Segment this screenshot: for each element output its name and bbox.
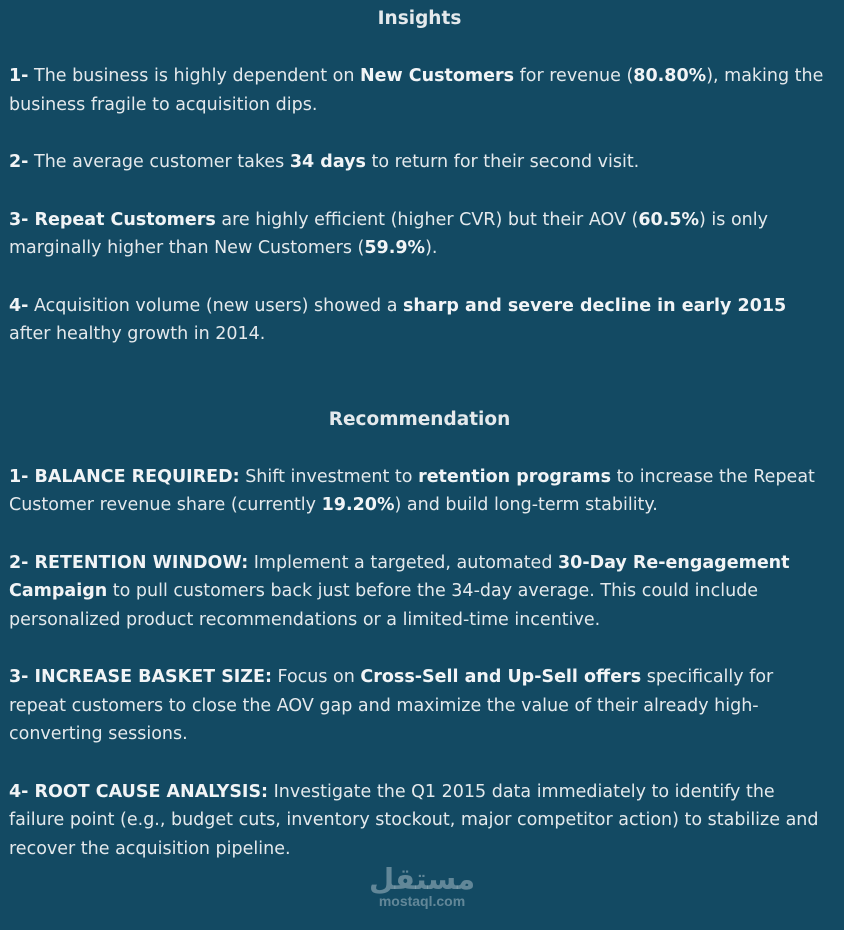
body-text: after healthy growth in 2014.: [9, 324, 266, 344]
emphasis-text: 59.9%: [364, 238, 426, 258]
insight-item-1: [9, 62, 830, 119]
emphasis-text: 3- INCREASE BASKET SIZE:: [9, 667, 272, 687]
insights-title: Insights: [377, 8, 462, 29]
body-text: to return for their second visit.: [365, 152, 640, 172]
emphasis-text: 80.80%: [633, 66, 707, 86]
body-text: are highly efficient (higher CVR) but their AOV (: [215, 209, 639, 230]
emphasis-text: retention programs: [418, 466, 611, 487]
emphasis-text: 2-: [9, 152, 29, 172]
emphasis-text: 4-: [9, 295, 29, 316]
recommendation-list: [9, 463, 830, 864]
watermark-latin-text: mostaql.com: [378, 893, 466, 909]
emphasis-text: 60.5%: [638, 209, 700, 230]
body-text: ).: [425, 238, 438, 258]
body-text: ), making the business fragile to acquisition dips.: [9, 66, 824, 115]
insight-item-2: [9, 148, 830, 177]
emphasis-text: New Customers: [360, 66, 515, 86]
emphasis-text: 1-: [9, 66, 29, 86]
body-text: to increase the Repeat Customer revenue share (currently: [9, 466, 815, 515]
emphasis-text: 30-Day Re-engagement Campaign: [9, 552, 790, 601]
insight-item-4: [9, 292, 830, 349]
body-text: Implement a targeted, automated: [248, 552, 558, 573]
body-text: for revenue (: [514, 66, 634, 86]
recommendation-item-3: [9, 663, 830, 749]
emphasis-text: Cross-Sell and Up-Sell offers: [360, 667, 642, 687]
emphasis-text: 2- RETENTION WINDOW:: [9, 552, 249, 573]
body-text: specifically for repeat customers to close the AOV gap and maximize the value of their already high-converting sessions.: [9, 667, 774, 744]
recommendation-item-2: [9, 549, 830, 635]
insights-list: [9, 62, 830, 349]
emphasis-text: sharp and severe decline in early 2015: [403, 295, 787, 316]
body-text: The average customer takes: [28, 152, 290, 172]
body-text: ) and build long-term stability.: [394, 495, 658, 515]
body-text: The business is highly dependent on: [28, 66, 361, 86]
watermark-arabic-text: مستقل: [368, 862, 476, 896]
emphasis-text: 3- Repeat Customers: [9, 209, 216, 230]
body-text: ) is only marginally higher than New Customers (: [9, 209, 768, 258]
recommendation-item-4: [9, 778, 830, 864]
body-text: to pull customers back just before the 34-day average. This could include personalized product recommendations or a limited-time incentive.: [9, 581, 759, 630]
recommendation-item-1: [9, 463, 830, 520]
body-text: Shift investment to: [239, 466, 419, 487]
mostaql-watermark-logo: [0, 862, 844, 908]
body-text: Focus on: [271, 667, 361, 687]
emphasis-text: 19.20%: [321, 495, 395, 515]
emphasis-text: 34 days: [289, 152, 366, 172]
insight-item-3: [9, 206, 830, 263]
recommendation-title: Recommendation: [328, 408, 511, 430]
emphasis-text: 4- ROOT CAUSE ANALYSIS:: [9, 781, 269, 802]
body-text: Investigate the Q1 2015 data immediately to identify the failure point (e.g., budget cuts, inventory stockout, major competitor action) to stabilize and recover the acquisition pipeline.: [9, 781, 819, 859]
emphasis-text: 1- BALANCE REQUIRED:: [9, 466, 240, 487]
body-text: Acquisition volume (new users) showed a: [28, 295, 404, 316]
